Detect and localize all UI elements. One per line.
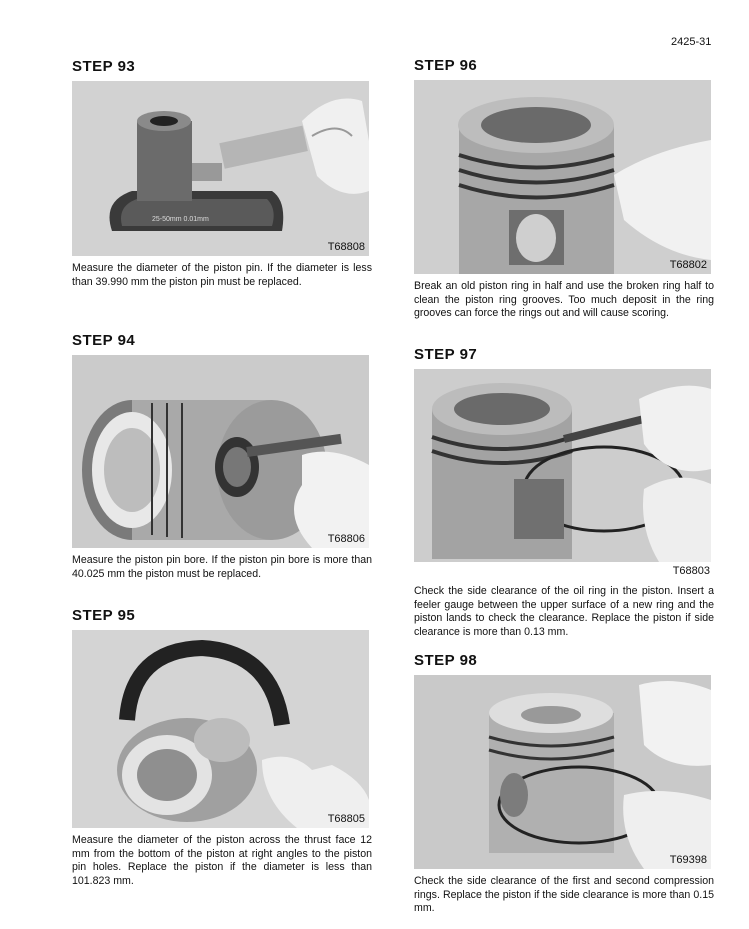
step-title: STEP 94: [72, 332, 136, 349]
figure-code: T68802: [669, 259, 707, 271]
step-title: STEP 97: [414, 346, 478, 363]
step-95: [72, 607, 372, 888]
figure-code: T68805: [327, 813, 365, 825]
page-number: 2425-31: [671, 36, 712, 48]
step-title: STEP 96: [414, 57, 478, 74]
figure-code: T69398: [669, 854, 707, 866]
photo-compression-ring-clearance: [414, 675, 711, 869]
step-title: STEP 98: [414, 652, 478, 669]
micrometer-scale-label: 25-50mm 0.01mm: [152, 216, 209, 223]
step-caption: Measure the piston pin bore. If the piston pin bore is more than 40.025 mm the piston must be replaced.: [72, 554, 372, 580]
step-caption: Check the side clearance of the oil ring in the piston. Insert a feeler gauge between the upper surface of a new ring and the piston lands to check the clearance. Replace the piston if side clearance is more than 0.13 mm.: [414, 585, 714, 638]
step-caption: Measure the diameter of the piston pin. If the diameter is less than 39.990 mm the piston pin must be replaced.: [72, 262, 372, 288]
figure-code: T68806: [327, 533, 365, 545]
step-97: [414, 346, 714, 639]
step-96: [414, 57, 714, 321]
step-caption: Break an old piston ring in half and use the broken ring half to clean the piston ring grooves. Too much deposit in the ring grooves can force the rings out and will cause scoring.: [414, 280, 714, 320]
photo-micrometer-piston-pin: [72, 81, 369, 256]
photo-ring-groove-cleaning: [414, 80, 711, 274]
figure-code: T68808: [327, 241, 365, 253]
step-caption: Measure the diameter of the piston across the thrust face 12 mm from the bottom of the piston at right angles to the piston pin holes. Replace the piston if the diameter is less than 101.823 mm.: [72, 834, 372, 887]
photo-piston-diameter: [72, 630, 369, 828]
step-93: [72, 58, 372, 289]
step-title: STEP 95: [72, 607, 136, 624]
figure-code: T68803: [672, 565, 710, 577]
step-title: STEP 93: [72, 58, 136, 75]
photo-oil-ring-clearance: [414, 369, 711, 562]
step-94: [72, 332, 372, 581]
photo-pin-bore: [72, 355, 369, 548]
step-caption: Check the side clearance of the first and second compression rings. Replace the piston if the side clearance is more than 0.15 mm.: [414, 875, 714, 915]
step-98: [414, 652, 714, 916]
